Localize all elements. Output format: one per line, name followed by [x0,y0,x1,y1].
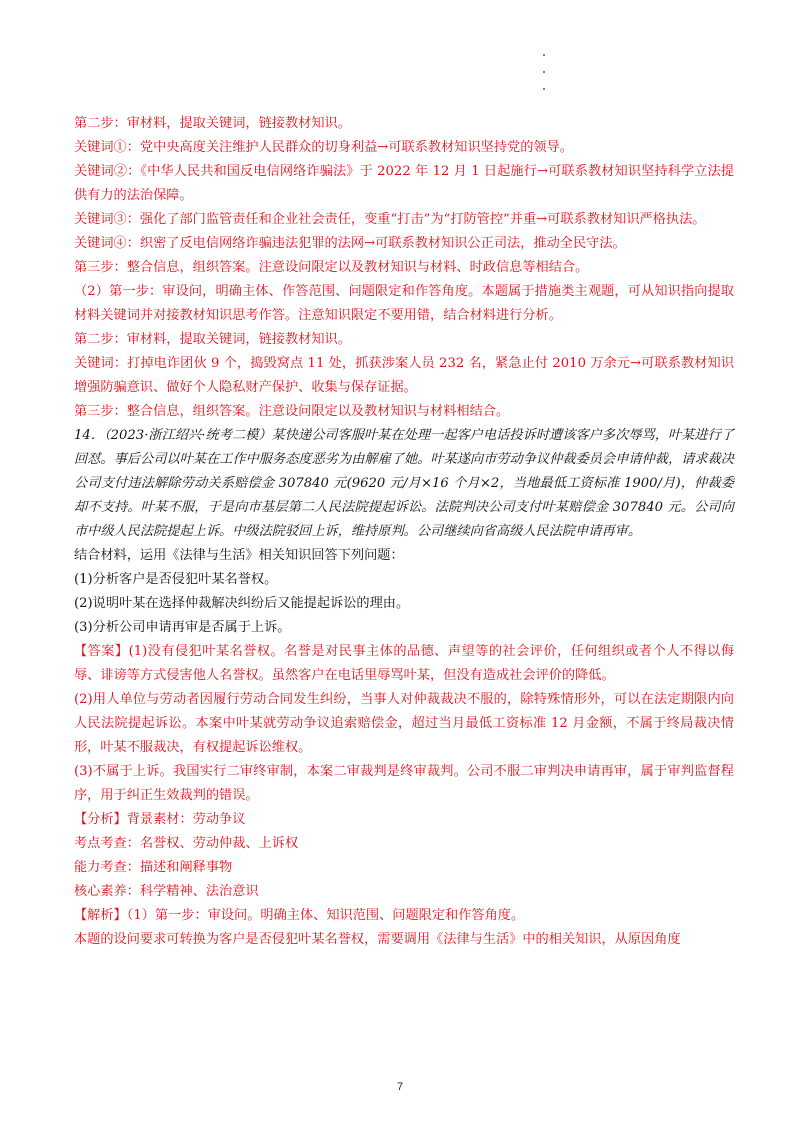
sub-question-1: (1)分析客户是否侵犯叶某名誉权。 [74,572,278,587]
analysis-background: 【分析】背景素材：劳动争议 [74,812,246,827]
header-dots-decoration [542,54,548,105]
answer-3: (3)不属于上诉。我国实行二审终审制，本案二审裁判是终审裁判。公司不服二审判决申请再审，属于审判监督程序，用于纠正生效裁判的错误。 [74,764,734,803]
page-content [74,112,734,952]
keyword-2: 关键词②：《中华人民共和国反电信网络诈骗法》于 2022 年 12 月 1 日起施行→可联系教材知识坚持科学立法提供有力的法治保障。 [74,164,734,203]
explanation-body: 本题的设问要求可转换为客户是否侵犯叶某名誉权，需要调用《法律与生活》中的相关知识，从原因角度 [74,932,681,947]
answer-1: 【答案】(1)没有侵犯叶某名誉权。名誉是对民事主体的品德、声望等的社会评价，任何组织或者个人不得以侮辱、诽谤等方式侵害他人名誉权。虽然客户在电话里辱骂叶某，但没有造成社会评价的降低。 [74,644,734,683]
part-2-step-one: （2）第一步：审设问，明确主体、作答范围、问题限定和作答角度。本题属于措施类主观题，可从知识指向提取材料关键词并对接教材知识思考作答。注意知识限定不要用错，结合材料进行分析。 [74,284,734,323]
part-2-keyword: 关键词：打掉电诈团伙 9 个，捣毁窝点 11 处，抓获涉案人员 232 名，紧急止付 2010 万余元→可联系教材知识增强防骗意识、做好个人隐私财产保护、收集与保存证据。 [74,356,734,395]
dot [543,71,545,73]
explanation-step-one: 【解析】（1）第一步：审设问。明确主体、知识范围、问题限定和作答角度。 [74,908,525,923]
part-2-step-two: 第二步：审材料，提取关键词，链接教材知识。 [74,332,351,347]
keyword-3: 关键词③：强化了部门监管责任和企业社会责任，变重“打击”为“打防管控”并重→可联系教材知识严格执法。 [74,212,706,227]
answer-2: (2)用人单位与劳动者因履行劳动合同发生纠纷，当事人对仲裁裁决不服的，除特殊情形外，可以在法定期限内向人民法院提起诉讼。本案中叶某就劳动争议追索赔偿金，超过当月最低工资标准 12 月金额，不属于终局裁决情形，叶某不服裁决，有权提起诉讼维权。 [74,692,734,755]
dot [543,54,545,56]
keyword-1: 关键词①：党中央高度关注维护人民群众的切身利益→可联系教材知识坚持党的领导。 [74,140,573,155]
part-2-step-three: 第三步：整合信息，组织答案。注意设问限定以及教材知识与材料相结合。 [74,404,510,419]
question-14-material: 14．（2023·浙江绍兴·统考二模）某快递公司客服叶某在处理一起客户电话投诉时遭该客户多次辱骂，叶某进行了回怼。事后公司以叶某在工作中服务态度恶劣为由解雇了她。叶某遂向市劳动争议仲裁委员会申请仲裁，请求裁决公司支付违法解除劳动关系赔偿金 307840 元(9620 元/月×16 个月×2，当地最低工资标准 1900/月)，仲裁委却不支持。叶某不服，于是向市基层第二人民法院提起诉讼。法院判决公司支付叶某赔偿金 307840 元。公司向市中级人民法院提起上诉。中级法院驳回上诉，维持原判。公司继续向省高级人民法院申请再审。 [74,428,734,539]
keyword-4: 关键词④：织密了反电信网络诈骗违法犯罪的法网→可联系教材知识公正司法，推动全民守法。 [74,236,626,251]
analysis-topics: 考点考查：名誉权、劳动仲裁、上诉权 [74,836,299,851]
dot [543,88,545,90]
analysis-ability: 能力考查：描述和阐释事物 [74,860,233,875]
step-two-heading: 第二步：审材料，提取关键词，链接教材知识。 [74,116,351,131]
sub-question-3: (3)分析公司申请再审是否属于上诉。 [74,620,291,635]
step-three-heading: 第三步：整合信息，组织答案。注意设问限定以及教材知识与材料、时政信息等相结合。 [74,260,589,275]
page-number: 7 [396,1081,404,1093]
analysis-literacy: 核心素养：科学精神、法治意识 [74,884,259,899]
sub-question-2: (2)说明叶某在选择仲裁解决纠纷后又能提起诉讼的理由。 [74,596,410,611]
question-instruction: 结合材料，运用《法律与生活》相关知识回答下列问题： [74,548,404,563]
